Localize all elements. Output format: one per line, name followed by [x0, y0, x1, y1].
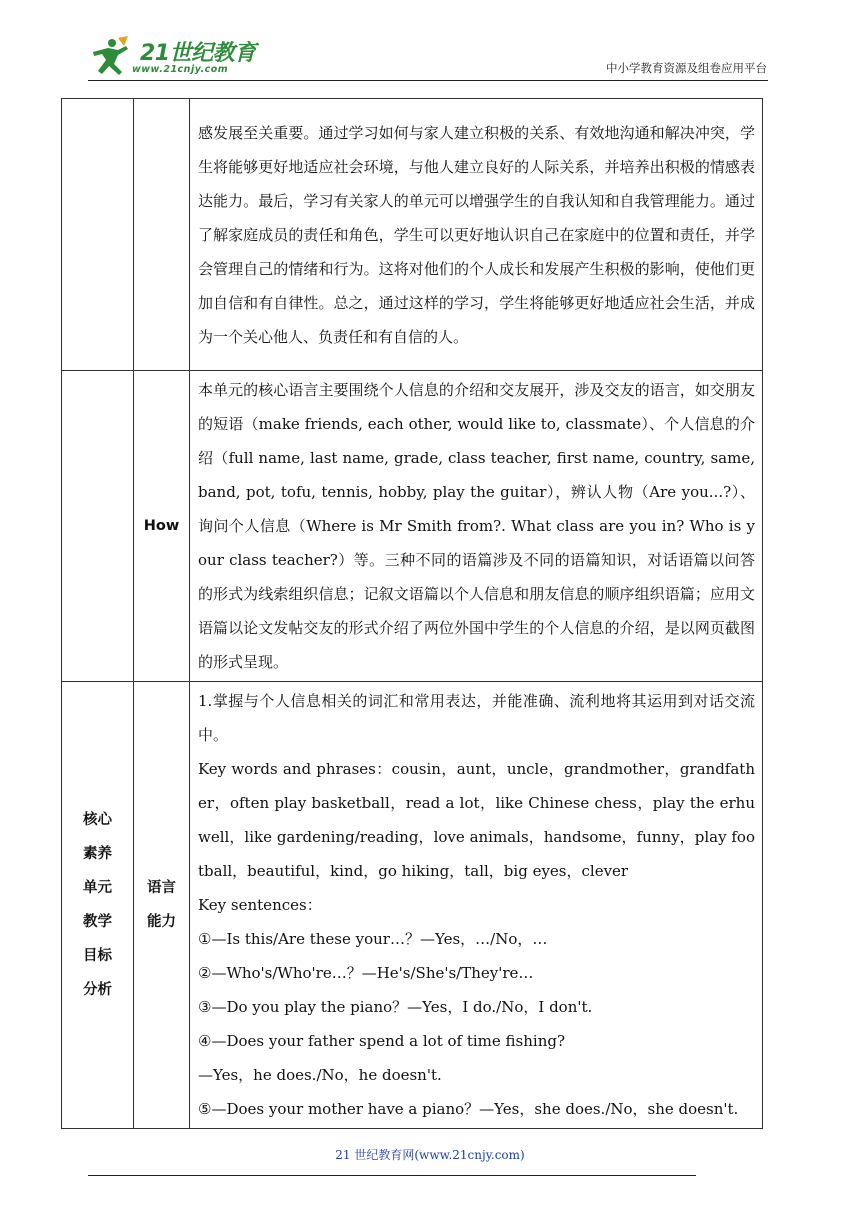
key-sentence: ④—Does your father spend a lot of time fishing?	[198, 1032, 566, 1050]
key-words: Key words and phrases：cousin，aunt，uncle，grandmother，grandfather，often play basketball，read a lot，like Chinese chess，play the erhu well，like gardening/reading，love animals，handsome，funny，play football，beautiful，kind，go hiking，tall，big eyes，clever	[198, 760, 771, 880]
logo-title: 21世纪教育	[140, 41, 256, 66]
key-sentence: ①—Is this/Are these your…？—Yes，…/No，…	[198, 930, 548, 948]
logo	[88, 34, 258, 78]
key-sentence: ②—Who's/Who're…？—He's/She's/They're…	[198, 964, 534, 982]
label-line: 教学	[83, 914, 112, 930]
page-header	[0, 0, 860, 90]
label-line: 语言	[147, 880, 176, 896]
label-line: 核心	[83, 812, 112, 828]
logo-url: www.21cnjy.com	[132, 64, 229, 75]
key-sentences-label: Key sentences：	[198, 896, 322, 914]
empty-label-cell	[62, 371, 134, 682]
how-paragraph: 本单元的核心语言主要围绕个人信息的介绍和交友展开，涉及交友的语言，如交朋友的短语（make friends, each other, would like to, classmate）、个人信息的介绍（full name, last name, grade, class teacher, first name, country, same, band, pot, tofu, tennis, hobby, play the guitar），辨认人物（Are you...?）、询问个人信息（Where is Mr Smith from?. What class are you in? Who is your class teacher?）等。三种不同的语篇涉及不同的语篇知识，对话语篇以问答的形式为线索组织信息；记叙文语篇以个人信息和朋友信息的顺序组织语篇；应用文语篇以论文发帖交友的形式介绍了两位外国中学生的个人信息的介绍，是以网页截图的形式呈现。	[198, 381, 755, 671]
empty-sublabel-cell	[134, 99, 190, 371]
language-ability-text-cell	[190, 682, 771, 1129]
header-rule	[88, 80, 768, 81]
why-text-cell	[190, 99, 763, 371]
why-paragraph: 感发展至关重要。通过学习如何与家人建立积极的关系、有效地沟通和解决冲突，学生将能够更好地适应社会环境，与他人建立良好的人际关系，并培养出积极的情感表达能力。最后，学习有关家人的单元可以增强学生的自我认知和自我管理能力。通过了解家庭成员的责任和角色，学生可以更好地认识自己在家庭中的位置和责任，并学会管理自己的情绪和行为。这将对他们的个人成长和发展产生积极的影响，使他们更加自信和有自律性。总之，通过这样的学习，学生将能够更好地适应社会生活，并成为一个关心他人、负责任和有自信的人。	[198, 123, 755, 346]
table-row	[62, 99, 763, 371]
key-sentence: —Yes，he does./No，he doesn't.	[198, 1066, 442, 1084]
label-line: 目标	[83, 948, 112, 964]
how-label: How	[134, 371, 190, 682]
key-sentence: ⑤—Does your mother have a piano？—Yes，she does./No，she doesn't.	[198, 1100, 739, 1118]
platform-name: 中小学教育资源及组卷应用平台	[606, 61, 767, 75]
footer-link[interactable]: 21 世纪教育网(www.21cnjy.com)	[335, 1148, 525, 1162]
label-line: 能力	[147, 914, 176, 930]
table-row	[62, 682, 763, 1129]
objective-intro: 1.掌握与个人信息相关的词汇和常用表达，并能准确、流利地将其运用到对话交流中。	[198, 692, 755, 744]
language-ability-label	[134, 682, 190, 1129]
label-line: 分析	[83, 982, 112, 998]
unit-analysis-table	[61, 98, 771, 1129]
footer-rule	[88, 1175, 696, 1176]
label-line: 单元	[83, 880, 112, 896]
table-row	[62, 371, 763, 682]
how-text-cell	[190, 371, 763, 682]
core-literacy-label	[62, 682, 134, 1129]
key-sentence: ③—Do you play the piano？—Yes，I do./No，I don't.	[198, 998, 593, 1016]
empty-label-cell	[62, 99, 134, 371]
label-line: 素养	[83, 846, 112, 862]
